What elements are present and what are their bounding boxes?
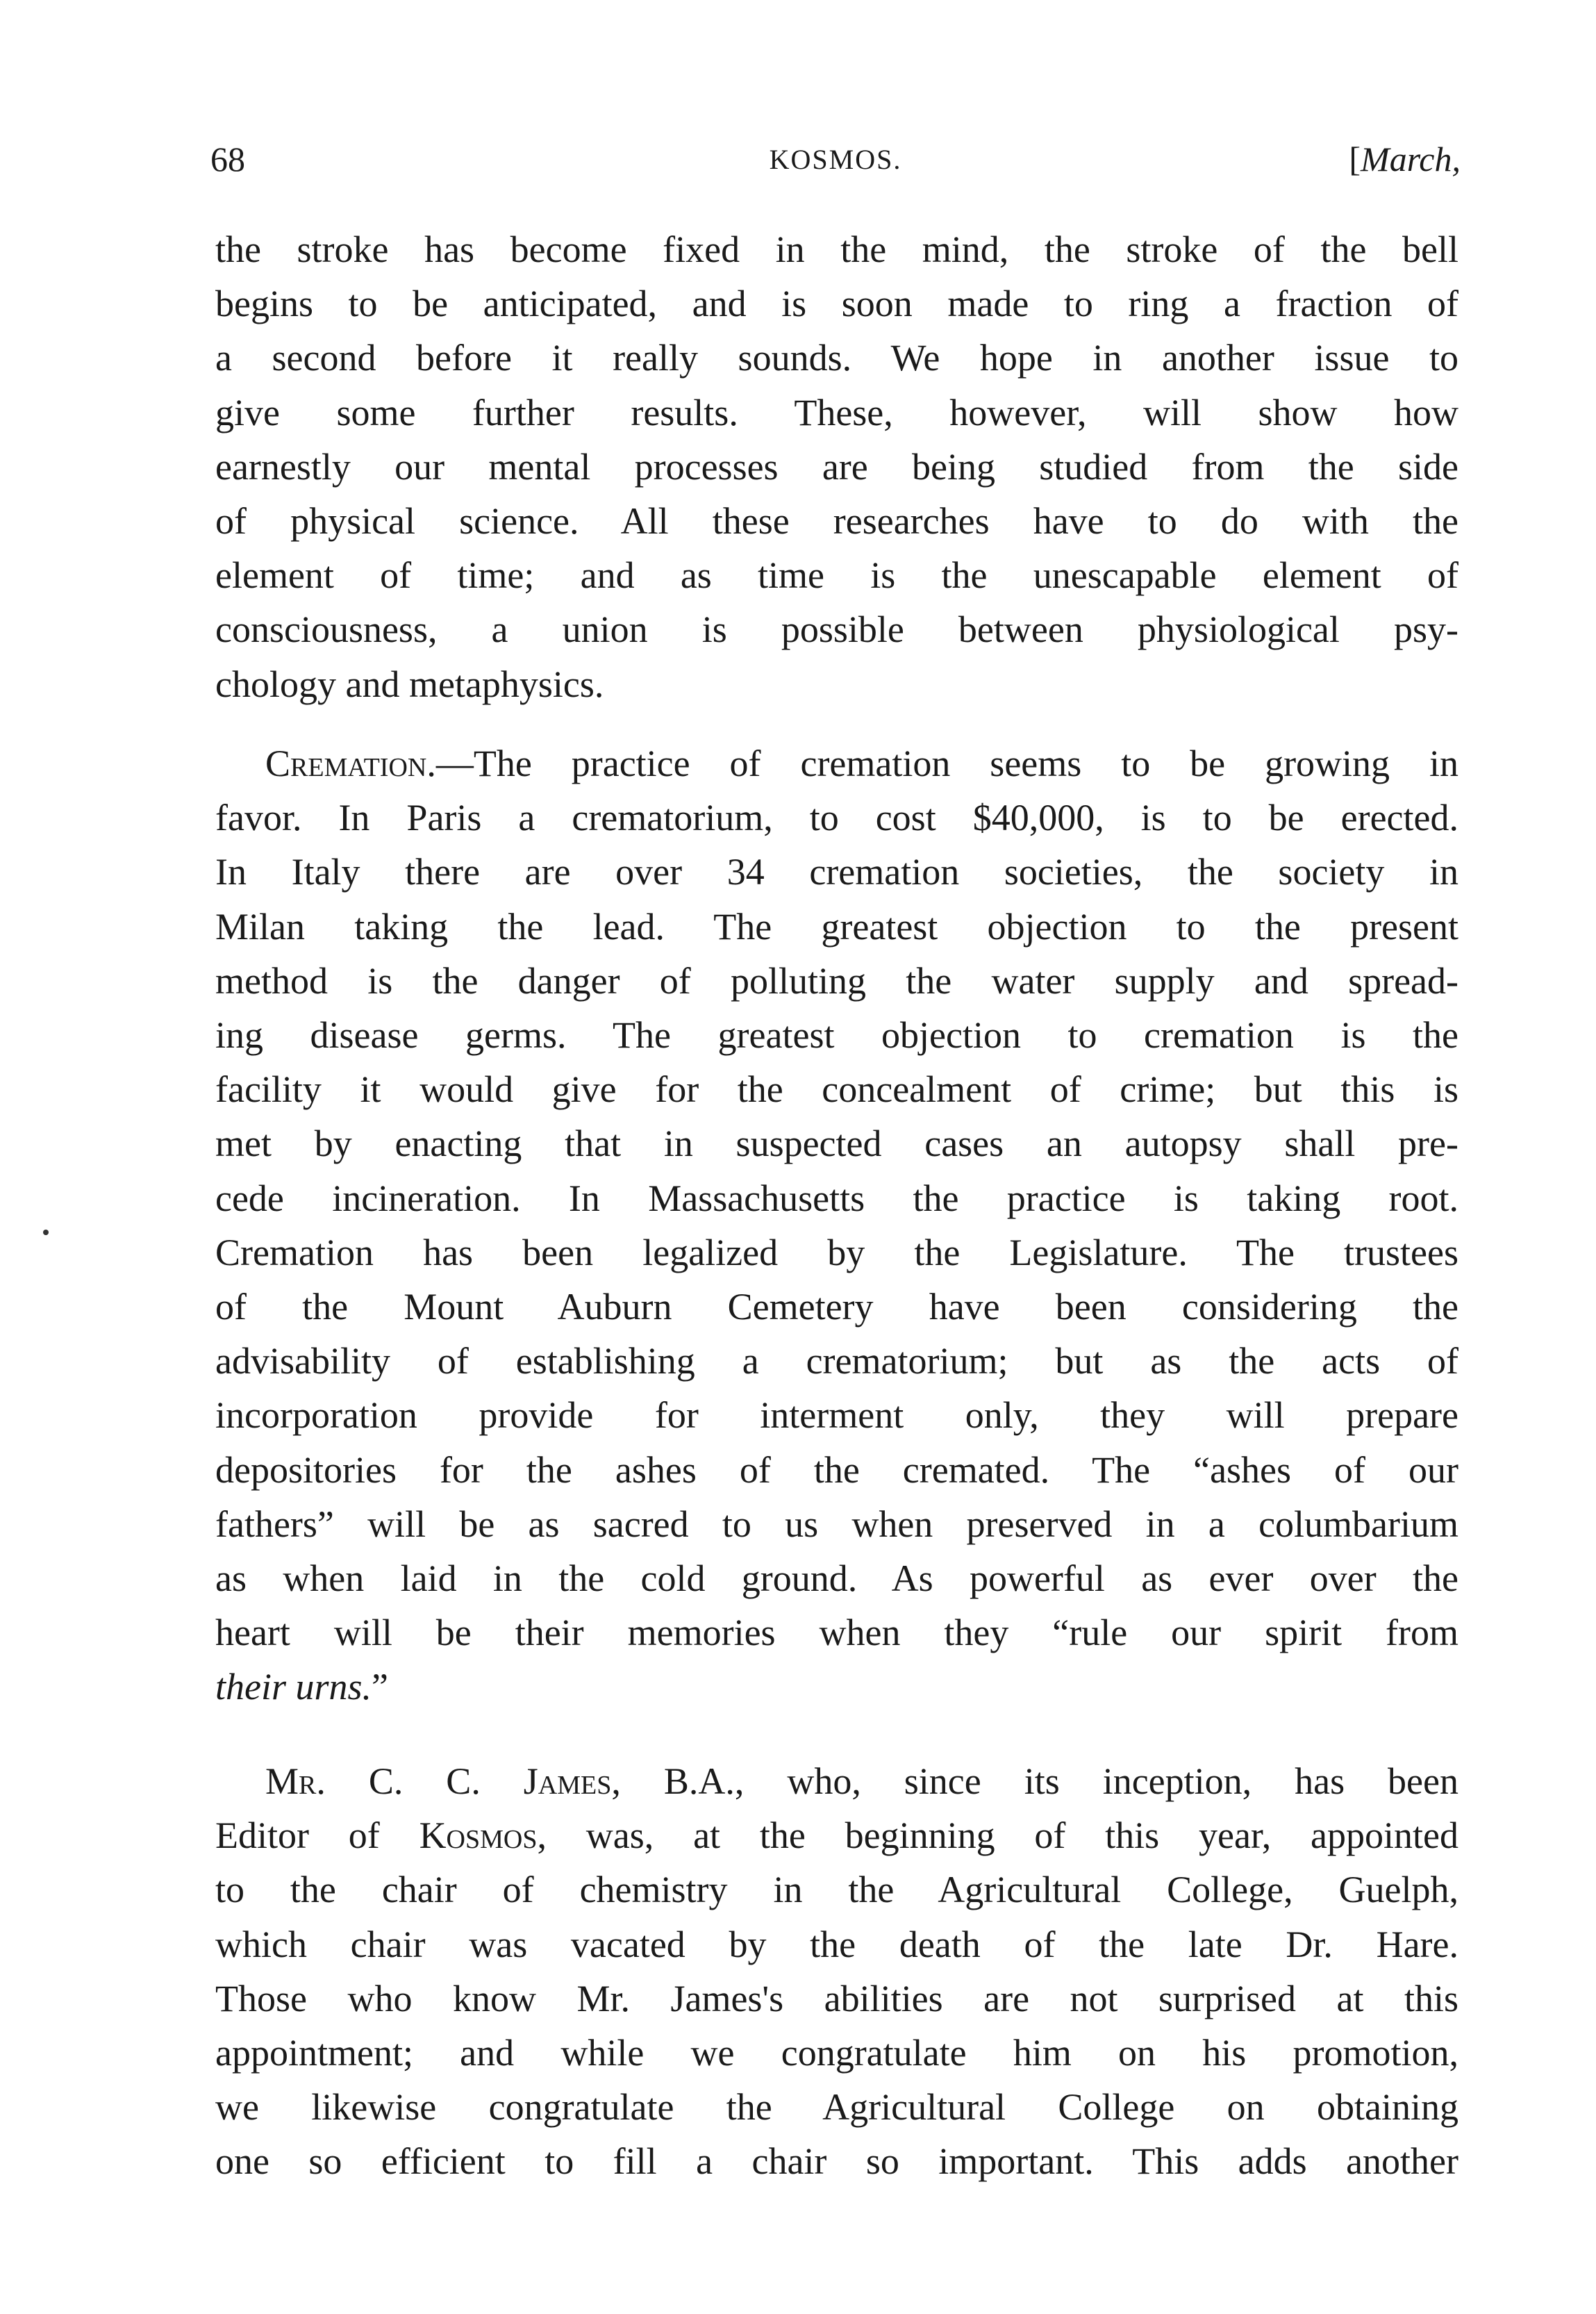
paragraph-cremation xyxy=(215,736,1458,1714)
month-label: March, xyxy=(1361,140,1461,179)
running-title: KOSMOS. xyxy=(769,144,902,175)
text-line: a second before it really sounds. We hope in another issue to xyxy=(215,337,1458,379)
text-line: begins to be anticipated, and is soon made to ring a fraction of xyxy=(215,283,1458,325)
text-line: depositories for the ashes of the cremated. The “ashes of our xyxy=(215,1448,1458,1491)
text-line: as when laid in the cold ground. As powerful as ever over the xyxy=(215,1557,1458,1600)
text-line: advisability of establishing a crematorium; but as the acts of xyxy=(215,1340,1458,1382)
person-name: Mr. C. C. James xyxy=(265,1760,612,1802)
text-line: appointment; and while we congratulate him on his promotion, xyxy=(215,2032,1458,2074)
text-line: the stroke has become fixed in the mind, the stroke of the bell xyxy=(215,229,1458,270)
text-line: incorporation provide for interment only, they will prepare xyxy=(215,1394,1458,1437)
journal-name: Kosmos xyxy=(419,1815,538,1857)
text-line: of the Mount Auburn Cemetery have been considering the xyxy=(215,1286,1458,1328)
text-line: which chair was vacated by the death of the late Dr. Hare. xyxy=(215,1923,1458,1965)
margin-speck xyxy=(43,1230,49,1235)
month-bracket: [ xyxy=(1349,140,1361,179)
running-header xyxy=(210,139,1461,195)
text-line: element of time; and as time is the unescapable element of xyxy=(215,554,1458,597)
text-line: In Italy there are over 34 cremation societies, the society in xyxy=(215,851,1458,893)
text-line: to the chair of chemistry in the Agricultural College, Guelph, xyxy=(215,1869,1458,1911)
text-fragment: —The practice of cremation seems to be growing in xyxy=(435,743,1458,784)
running-month xyxy=(1349,139,1461,179)
text-line: one so efficient to fill a chair so important. This adds another xyxy=(215,2140,1458,2183)
text-line: we likewise congratulate the Agricultural College on obtaining xyxy=(215,2086,1458,2129)
text-line: consciousness, a union is possible between physiological psy- xyxy=(215,609,1458,651)
text-line: fathers” will be as sacred to us when preserved in a columbarium xyxy=(215,1503,1458,1545)
text-line: earnestly our mental processes are being studied from the side xyxy=(215,445,1458,488)
text-line: met by enacting that in suspected cases an autopsy shall pre- xyxy=(215,1123,1458,1165)
text-line xyxy=(215,1808,1458,1862)
text-line: give some further results. These, however, will show how xyxy=(215,391,1458,433)
text-line: of physical science. All these researches have to do with the xyxy=(215,500,1458,543)
quote-close: ” xyxy=(372,1666,388,1708)
text-line: Milan taking the lead. The greatest objection to the present xyxy=(215,905,1458,948)
text-line: Those who know Mr. James's abilities are not surprised at this xyxy=(215,1977,1458,2019)
text-line: heart will be their memories when they “rule our spirit from xyxy=(215,1612,1458,1654)
text-fragment: Editor of xyxy=(215,1815,419,1857)
text-fragment: , was, at the beginning of this year, appointed xyxy=(537,1815,1458,1857)
text-line: chology and metaphysics. xyxy=(215,663,604,705)
text-line: cede incineration. In Massachusetts the practice is taking root. xyxy=(215,1177,1458,1219)
paragraph-james xyxy=(215,1754,1458,2189)
quote-italic: their urns. xyxy=(215,1666,372,1708)
text-line: favor. In Paris a crematorium, to cost $40,000, is to be erected. xyxy=(215,797,1458,839)
paragraph-continuation xyxy=(215,222,1458,711)
text-line xyxy=(215,1754,1458,1808)
text-line xyxy=(215,736,1458,791)
text-line: facility it would give for the concealment of crime; but this is xyxy=(215,1068,1458,1111)
text-fragment: , B.A., who, since its inception, has been xyxy=(611,1760,1458,1802)
text-line xyxy=(215,1660,1458,1714)
text-line: Cremation has been legalized by the Legislature. The trustees xyxy=(215,1231,1458,1273)
page-number: 68 xyxy=(210,140,245,179)
section-lead: Cremation. xyxy=(265,743,436,784)
text-line: method is the danger of polluting the water supply and spread- xyxy=(215,959,1458,1002)
text-line: ing disease germs. The greatest objection to cremation is the xyxy=(215,1014,1458,1057)
